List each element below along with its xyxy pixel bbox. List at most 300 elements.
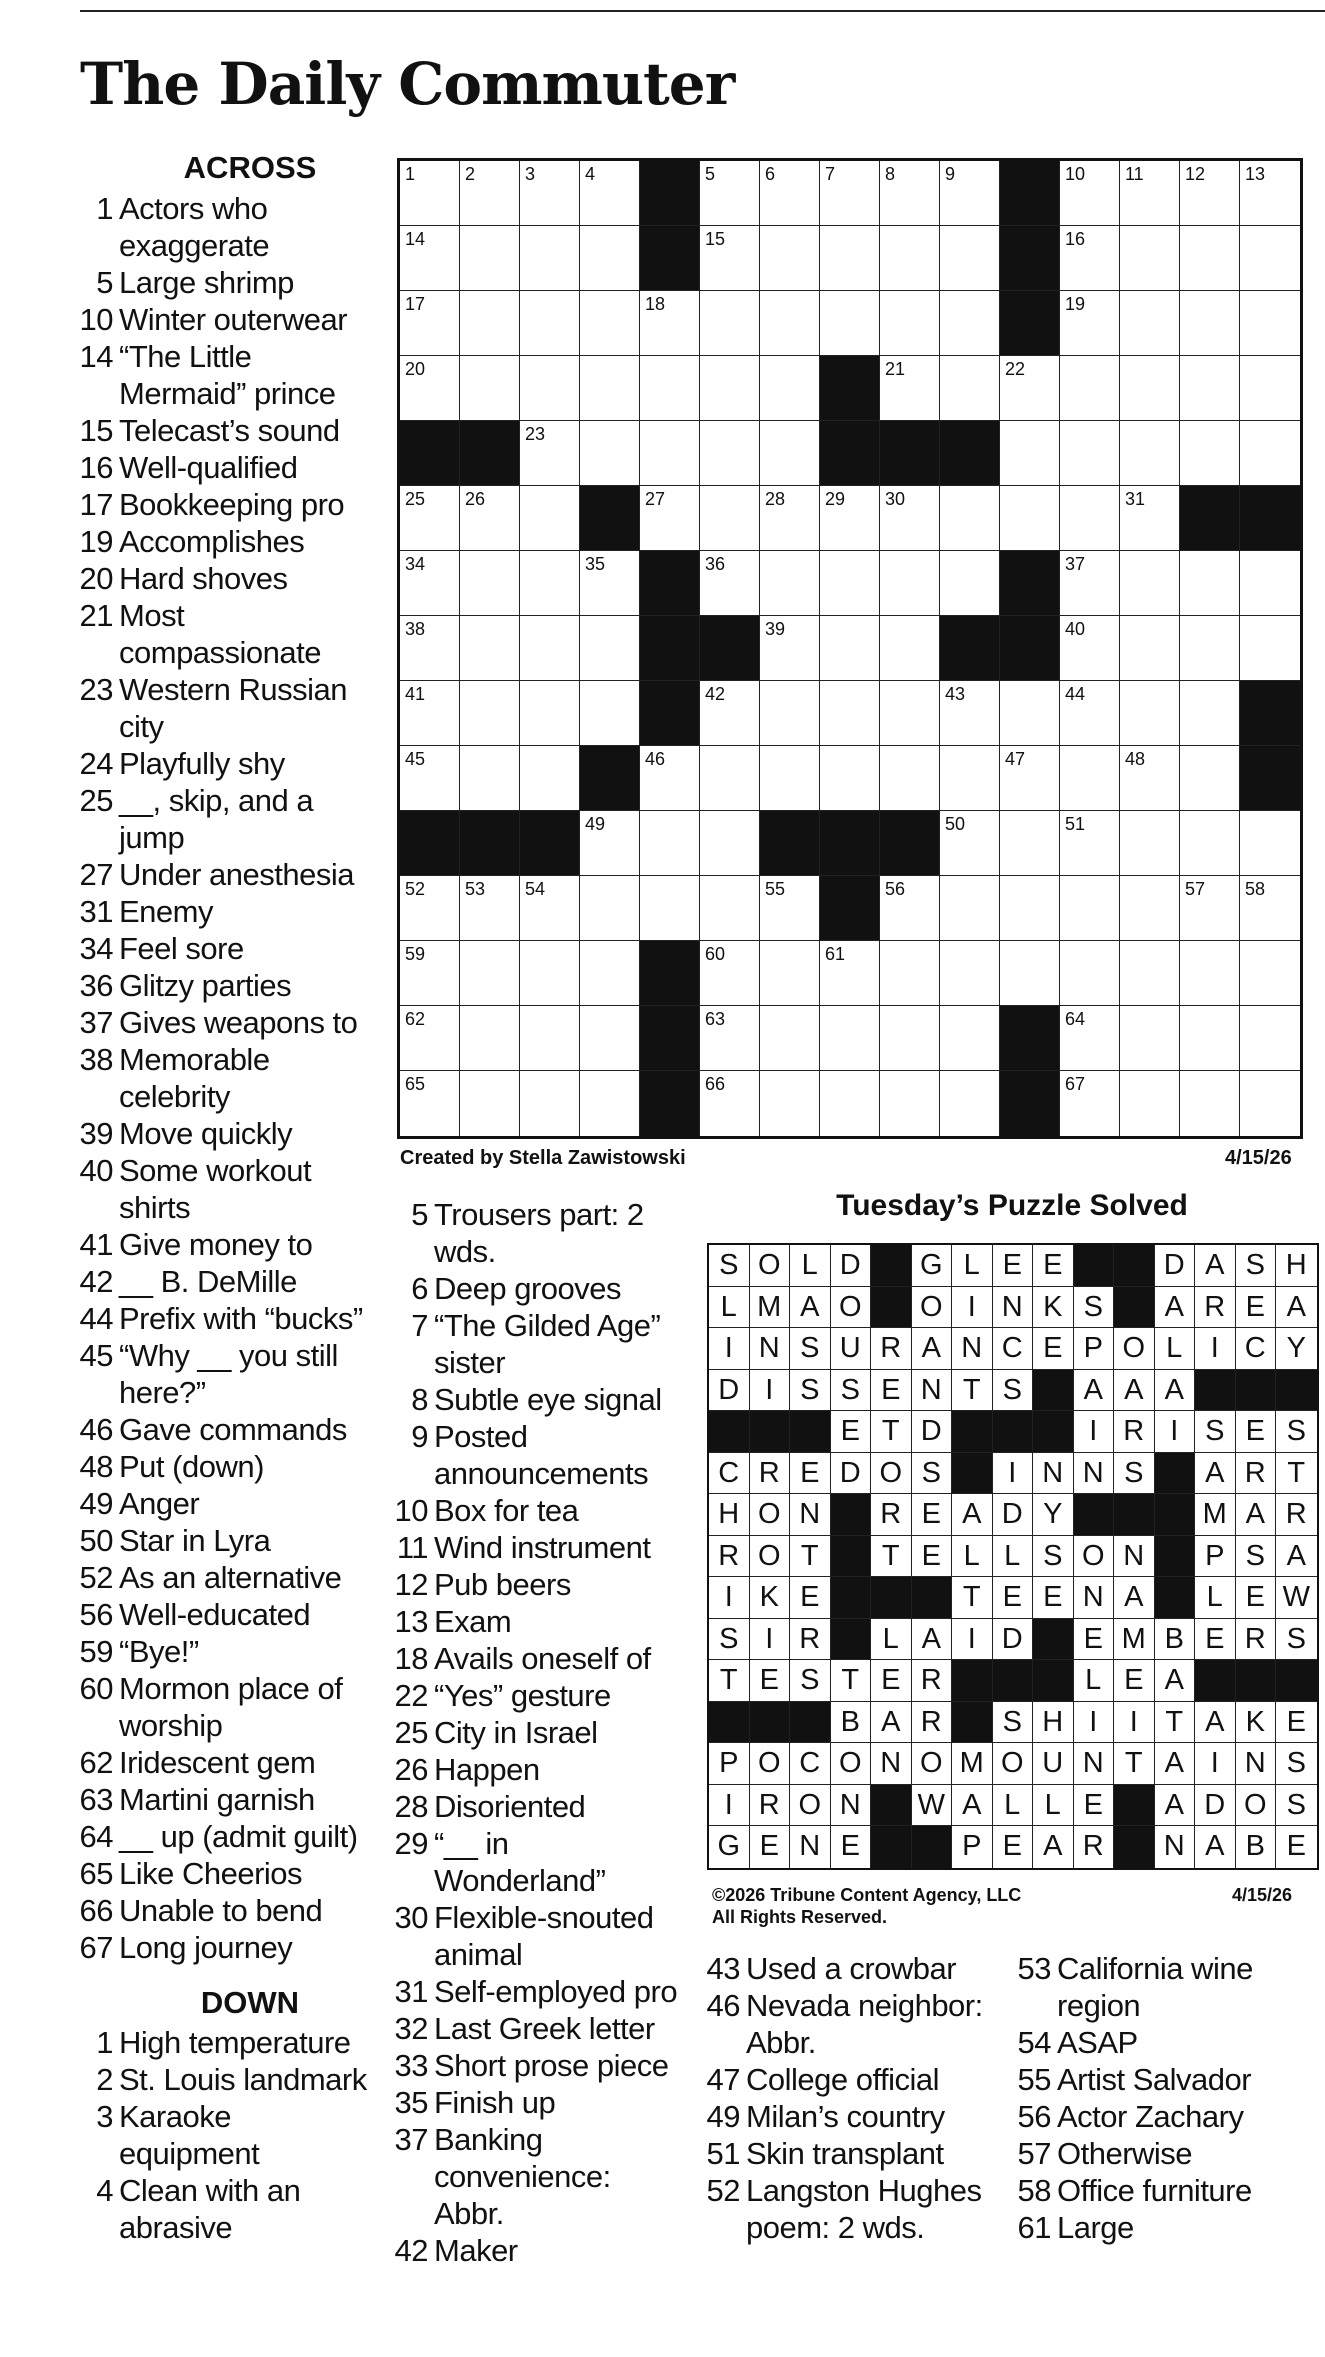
grid-cell[interactable] — [460, 1006, 520, 1071]
grid-cell[interactable] — [1060, 876, 1120, 941]
grid-cell[interactable] — [580, 161, 640, 226]
grid-cell[interactable] — [1060, 941, 1120, 1006]
grid-cell[interactable] — [460, 616, 520, 681]
grid-cell[interactable] — [700, 941, 760, 1006]
grid-cell[interactable] — [460, 486, 520, 551]
grid-cell[interactable] — [1120, 681, 1180, 746]
grid-cell[interactable] — [880, 616, 940, 681]
grid-cell[interactable] — [1180, 616, 1240, 681]
cell-number: 25 — [405, 489, 426, 509]
grid-cell[interactable] — [1060, 486, 1120, 551]
grid-cell[interactable] — [940, 226, 1000, 291]
grid-cell[interactable] — [1120, 876, 1180, 941]
grid-cell[interactable] — [700, 486, 760, 551]
grid-cell[interactable] — [580, 1006, 640, 1071]
solution-black-square — [952, 1411, 993, 1453]
grid-cell[interactable] — [820, 226, 880, 291]
grid-cell[interactable] — [1000, 356, 1060, 421]
grid-cell[interactable] — [1060, 1071, 1120, 1136]
grid-cell[interactable] — [1180, 681, 1240, 746]
grid-cell[interactable] — [880, 486, 940, 551]
grid-cell[interactable] — [700, 356, 760, 421]
clue-text: College official — [746, 2062, 940, 2097]
solution-cell: W — [912, 1785, 953, 1827]
grid-cell[interactable] — [640, 421, 700, 486]
grid-cell[interactable] — [520, 421, 580, 486]
solution-cell: A — [1195, 1826, 1236, 1868]
down-clue-6 — [411, 1270, 684, 1307]
grid-cell[interactable] — [1120, 356, 1180, 421]
grid-cell[interactable] — [880, 226, 940, 291]
grid-cell[interactable] — [820, 1006, 880, 1071]
grid-cell[interactable] — [820, 1071, 880, 1136]
clue-number: 52 — [79, 1560, 113, 1595]
grid-cell[interactable] — [400, 356, 460, 421]
grid-cell[interactable] — [400, 681, 460, 746]
grid-cell[interactable] — [1060, 421, 1120, 486]
grid-cell[interactable] — [460, 681, 520, 746]
grid-cell[interactable] — [880, 876, 940, 941]
grid-cell[interactable] — [1120, 811, 1180, 876]
clue-number: 37 — [79, 1005, 113, 1040]
solution-cell: E — [1114, 1660, 1155, 1702]
grid-cell[interactable] — [1060, 161, 1120, 226]
clue-number: 48 — [79, 1449, 113, 1484]
grid-cell[interactable] — [760, 291, 820, 356]
grid-cell[interactable] — [400, 551, 460, 616]
grid-cell[interactable] — [1240, 876, 1300, 941]
grid-cell[interactable] — [700, 291, 760, 356]
solution-cell: I — [709, 1785, 750, 1827]
solution-black-square — [831, 1536, 872, 1578]
grid-cell[interactable] — [940, 1006, 1000, 1071]
grid-cell[interactable] — [700, 1006, 760, 1071]
down-clue-49 — [706, 2098, 996, 2135]
grid-cell[interactable] — [760, 161, 820, 226]
grid-cell[interactable] — [1240, 356, 1300, 421]
clue-text: Enemy — [119, 894, 213, 929]
grid-cell[interactable] — [400, 1071, 460, 1136]
solution-black-square — [831, 1619, 872, 1661]
grid-cell[interactable] — [760, 421, 820, 486]
grid-cell[interactable] — [1180, 1006, 1240, 1071]
grid-cell[interactable] — [580, 941, 640, 1006]
cell-number: 40 — [1065, 619, 1086, 639]
grid-cell[interactable] — [940, 486, 1000, 551]
grid-cell[interactable] — [940, 1071, 1000, 1136]
clue-text: Exam — [434, 1604, 512, 1639]
grid-cell[interactable] — [760, 551, 820, 616]
solution-cell: A — [1114, 1370, 1155, 1412]
grid-cell[interactable] — [700, 876, 760, 941]
grid-cell[interactable] — [1240, 616, 1300, 681]
solution-cell: E — [871, 1370, 912, 1412]
solution-cell: H — [1276, 1245, 1317, 1287]
cell-number: 42 — [705, 684, 726, 704]
grid-cell[interactable] — [640, 486, 700, 551]
grid-cell[interactable] — [1000, 941, 1060, 1006]
grid-cell[interactable] — [1180, 1071, 1240, 1136]
solution-cell: E — [831, 1826, 872, 1868]
cell-number: 51 — [1065, 814, 1086, 834]
grid-cell[interactable] — [820, 941, 880, 1006]
down-clue-8 — [411, 1381, 684, 1418]
grid-cell[interactable] — [640, 356, 700, 421]
solution-black-square — [1195, 1660, 1236, 1702]
grid-cell[interactable] — [400, 486, 460, 551]
grid-cell[interactable] — [400, 616, 460, 681]
solution-cell: P — [952, 1826, 993, 1868]
across-clue-23 — [79, 671, 367, 745]
solution-black-square — [952, 1702, 993, 1744]
grid-cell[interactable] — [700, 1071, 760, 1136]
clue-text: “Yes” gesture — [434, 1678, 611, 1713]
grid-cell[interactable] — [1000, 811, 1060, 876]
grid-cell[interactable] — [820, 291, 880, 356]
grid-cell[interactable] — [520, 486, 580, 551]
grid-cell[interactable] — [940, 291, 1000, 356]
cell-number: 19 — [1065, 294, 1086, 314]
black-square — [400, 811, 460, 876]
grid-cell[interactable] — [760, 941, 820, 1006]
down-clue-list-4 — [1017, 1950, 1307, 2246]
black-square — [1000, 1071, 1060, 1136]
grid-cell[interactable] — [880, 681, 940, 746]
grid-cell[interactable] — [880, 551, 940, 616]
grid-cell[interactable] — [1120, 226, 1180, 291]
solution-black-square — [1236, 1660, 1277, 1702]
grid-cell[interactable] — [820, 746, 880, 811]
grid-cell[interactable] — [1000, 486, 1060, 551]
grid-cell[interactable] — [460, 291, 520, 356]
grid-cell[interactable] — [1120, 616, 1180, 681]
grid-cell[interactable] — [1060, 1006, 1120, 1071]
grid-cell[interactable] — [880, 1071, 940, 1136]
grid-cell[interactable] — [1240, 1071, 1300, 1136]
cell-number: 22 — [1005, 359, 1026, 379]
cell-number: 56 — [885, 879, 906, 899]
grid-cell[interactable] — [1060, 616, 1120, 681]
black-square — [1000, 226, 1060, 291]
grid-cell[interactable] — [1240, 291, 1300, 356]
clue-number: 45 — [79, 1338, 113, 1373]
grid-cell[interactable] — [880, 1006, 940, 1071]
solution-cell: O — [1074, 1536, 1115, 1578]
grid-cell[interactable] — [1120, 1006, 1180, 1071]
solution-cell: A — [1155, 1660, 1196, 1702]
solution-cell: L — [993, 1785, 1034, 1827]
grid-cell[interactable] — [580, 616, 640, 681]
grid-cell[interactable] — [1180, 226, 1240, 291]
grid-cell[interactable] — [460, 161, 520, 226]
black-square — [1000, 1006, 1060, 1071]
across-clue-17 — [79, 486, 367, 523]
grid-cell[interactable] — [1060, 551, 1120, 616]
black-square — [1000, 291, 1060, 356]
clue-number: 41 — [79, 1227, 113, 1262]
solution-cell: I — [1195, 1743, 1236, 1785]
down-clue-30 — [394, 1899, 684, 1973]
grid-cell[interactable] — [760, 1071, 820, 1136]
solution-cell: E — [790, 1453, 831, 1495]
cell-number: 66 — [705, 1074, 726, 1094]
grid-cell[interactable] — [760, 616, 820, 681]
across-clue-10 — [79, 301, 367, 338]
grid-cell[interactable] — [580, 551, 640, 616]
grid-cell[interactable] — [1180, 161, 1240, 226]
grid-cell[interactable] — [1180, 291, 1240, 356]
grid-cell[interactable] — [760, 876, 820, 941]
solution-cell: E — [912, 1494, 953, 1536]
clue-number: 21 — [79, 598, 113, 633]
grid-cell[interactable] — [1000, 746, 1060, 811]
grid-cell[interactable] — [1060, 746, 1120, 811]
solution-cell: E — [1033, 1245, 1074, 1287]
grid-cell[interactable] — [880, 356, 940, 421]
across-heading: ACROSS — [183, 150, 317, 185]
grid-cell[interactable] — [700, 746, 760, 811]
grid-cell[interactable] — [460, 941, 520, 1006]
grid-cell[interactable] — [1180, 356, 1240, 421]
solution-cell: T — [1276, 1453, 1317, 1495]
grid-cell[interactable] — [580, 811, 640, 876]
grid-cell[interactable] — [700, 551, 760, 616]
grid-cell[interactable] — [640, 811, 700, 876]
grid-cell[interactable] — [640, 746, 700, 811]
clue-number: 14 — [79, 339, 113, 374]
grid-cell[interactable] — [1060, 226, 1120, 291]
grid-cell[interactable] — [580, 291, 640, 356]
clue-number: 42 — [79, 1264, 113, 1299]
grid-cell[interactable] — [1120, 291, 1180, 356]
grid-cell[interactable] — [760, 356, 820, 421]
grid-cell[interactable] — [640, 291, 700, 356]
grid-cell[interactable] — [940, 746, 1000, 811]
solution-cell: E — [1074, 1619, 1115, 1661]
solution-black-square — [1114, 1245, 1155, 1287]
grid-cell[interactable] — [460, 551, 520, 616]
grid-cell[interactable] — [1240, 941, 1300, 1006]
cell-number: 3 — [525, 164, 536, 184]
grid-cell[interactable] — [520, 746, 580, 811]
grid-cell[interactable] — [1120, 941, 1180, 1006]
grid-cell[interactable] — [760, 486, 820, 551]
grid-cell[interactable] — [520, 1006, 580, 1071]
grid-cell[interactable] — [940, 356, 1000, 421]
clue-text: Avails oneself of — [434, 1641, 651, 1676]
solution-black-square — [871, 1245, 912, 1287]
grid-cell[interactable] — [400, 876, 460, 941]
clue-number: 60 — [79, 1671, 113, 1706]
grid-cell[interactable] — [940, 161, 1000, 226]
solution-cell: O — [831, 1287, 872, 1329]
solution-cell: E — [912, 1536, 953, 1578]
solution-black-square — [912, 1577, 953, 1619]
grid-cell[interactable] — [760, 746, 820, 811]
grid-cell[interactable] — [580, 356, 640, 421]
grid-cell[interactable] — [1120, 746, 1180, 811]
grid-cell[interactable] — [880, 746, 940, 811]
grid-cell[interactable] — [520, 616, 580, 681]
clue-number: 30 — [394, 1900, 428, 1935]
grid-cell[interactable] — [1240, 161, 1300, 226]
across-clue-37 — [79, 1004, 367, 1041]
black-square — [820, 876, 880, 941]
black-square — [1240, 746, 1300, 811]
grid-cell[interactable] — [520, 1071, 580, 1136]
across-clue-65 — [79, 1855, 367, 1892]
grid-cell[interactable] — [460, 356, 520, 421]
cell-number: 28 — [765, 489, 786, 509]
grid-cell[interactable] — [400, 746, 460, 811]
grid-cell[interactable] — [880, 941, 940, 1006]
grid-cell[interactable] — [400, 226, 460, 291]
grid-cell[interactable] — [520, 291, 580, 356]
grid-cell[interactable] — [1060, 291, 1120, 356]
clue-text: Star in Lyra — [119, 1523, 271, 1558]
clue-text: Clean with an abrasive — [119, 2173, 301, 2245]
grid-cell[interactable] — [460, 746, 520, 811]
clue-number: 7 — [411, 1308, 428, 1343]
grid-cell[interactable] — [940, 811, 1000, 876]
grid-cell[interactable] — [1240, 1006, 1300, 1071]
clue-number: 23 — [79, 672, 113, 707]
cell-number: 59 — [405, 944, 426, 964]
down-clue-46 — [706, 1987, 996, 2061]
grid-cell[interactable] — [1120, 1071, 1180, 1136]
cell-number: 55 — [765, 879, 786, 899]
solution-cell: R — [1195, 1287, 1236, 1329]
grid-cell[interactable] — [940, 941, 1000, 1006]
cell-number: 64 — [1065, 1009, 1086, 1029]
grid-cell[interactable] — [820, 681, 880, 746]
clue-text: Karaoke equipment — [119, 2099, 260, 2171]
grid-cell[interactable] — [520, 681, 580, 746]
solution-grid — [707, 1243, 1319, 1870]
solution-cell: N — [831, 1785, 872, 1827]
grid-cell[interactable] — [580, 226, 640, 291]
grid-cell[interactable] — [880, 291, 940, 356]
grid-cell[interactable] — [1240, 421, 1300, 486]
grid-cell[interactable] — [400, 291, 460, 356]
grid-cell[interactable] — [820, 551, 880, 616]
grid-cell[interactable] — [940, 681, 1000, 746]
grid-cell[interactable] — [460, 876, 520, 941]
clue-number: 19 — [79, 524, 113, 559]
grid-cell[interactable] — [700, 421, 760, 486]
grid-cell[interactable] — [700, 226, 760, 291]
grid-cell[interactable] — [1000, 876, 1060, 941]
grid-cell[interactable] — [760, 1006, 820, 1071]
clue-text: Otherwise — [1057, 2136, 1193, 2171]
clue-text: California wine region — [1057, 1951, 1253, 2023]
grid-cell[interactable] — [1180, 746, 1240, 811]
clue-number: 61 — [1017, 2210, 1051, 2245]
grid-cell[interactable] — [760, 226, 820, 291]
grid-cell[interactable] — [1180, 941, 1240, 1006]
grid-cell[interactable] — [1180, 811, 1240, 876]
grid-cell[interactable] — [1120, 161, 1180, 226]
grid-cell[interactable] — [580, 1071, 640, 1136]
grid-cell[interactable] — [820, 616, 880, 681]
grid-cell[interactable] — [580, 421, 640, 486]
clue-number: 1 — [96, 2025, 113, 2060]
grid-cell[interactable] — [1000, 681, 1060, 746]
grid-cell[interactable] — [580, 681, 640, 746]
grid-cell[interactable] — [1180, 421, 1240, 486]
grid-cell[interactable] — [520, 551, 580, 616]
grid-cell[interactable] — [940, 551, 1000, 616]
grid-cell[interactable] — [1120, 486, 1180, 551]
grid-cell[interactable] — [520, 941, 580, 1006]
grid-cell[interactable] — [400, 161, 460, 226]
grid-cell[interactable] — [760, 681, 820, 746]
grid-cell[interactable] — [820, 161, 880, 226]
grid-cell[interactable] — [1060, 811, 1120, 876]
solution-cell: A — [790, 1287, 831, 1329]
solution-black-square — [790, 1411, 831, 1453]
clue-number: 35 — [394, 2085, 428, 2120]
solution-cell: I — [1074, 1411, 1115, 1453]
clue-text: Some workout shirts — [119, 1153, 312, 1225]
solution-cell: C — [709, 1453, 750, 1495]
grid-cell[interactable] — [1240, 226, 1300, 291]
solution-cell: L — [1155, 1328, 1196, 1370]
grid-cell[interactable] — [460, 226, 520, 291]
across-clue-14 — [79, 338, 367, 412]
grid-cell[interactable] — [940, 876, 1000, 941]
across-clue-15 — [79, 412, 367, 449]
grid-cell[interactable] — [1060, 681, 1120, 746]
clue-number: 52 — [706, 2173, 740, 2208]
grid-cell[interactable] — [400, 941, 460, 1006]
grid-cell[interactable] — [520, 226, 580, 291]
grid-cell[interactable] — [700, 681, 760, 746]
grid-cell[interactable] — [820, 486, 880, 551]
solution-cell: O — [750, 1494, 791, 1536]
cell-number: 67 — [1065, 1074, 1086, 1094]
grid-cell[interactable] — [700, 161, 760, 226]
grid-cell[interactable] — [1060, 356, 1120, 421]
grid-cell[interactable] — [1120, 551, 1180, 616]
grid-cell[interactable] — [1120, 421, 1180, 486]
grid-cell[interactable] — [1240, 551, 1300, 616]
grid-cell[interactable] — [520, 161, 580, 226]
grid-cell[interactable] — [520, 356, 580, 421]
grid-cell[interactable] — [640, 876, 700, 941]
grid-cell[interactable] — [520, 876, 580, 941]
across-clue-56 — [79, 1596, 367, 1633]
clue-number: 4 — [96, 2173, 113, 2208]
grid-cell[interactable] — [580, 876, 640, 941]
grid-cell[interactable] — [1000, 421, 1060, 486]
solution-cell: E — [1276, 1702, 1317, 1744]
solution-cell: K — [750, 1577, 791, 1619]
grid-cell[interactable] — [880, 161, 940, 226]
solution-cell: B — [1155, 1619, 1196, 1661]
grid-cell[interactable] — [400, 1006, 460, 1071]
grid-cell[interactable] — [460, 1071, 520, 1136]
grid-cell[interactable] — [700, 811, 760, 876]
grid-cell[interactable] — [1240, 811, 1300, 876]
clue-text: Banking convenience: Abbr. — [434, 2122, 611, 2231]
grid-cell[interactable] — [1180, 551, 1240, 616]
across-clue-49 — [79, 1485, 367, 1522]
grid-cell[interactable] — [1180, 876, 1240, 941]
page-title: The Daily Commuter — [80, 50, 735, 118]
solution-cell: N — [790, 1826, 831, 1868]
solution-cell: N — [1114, 1536, 1155, 1578]
